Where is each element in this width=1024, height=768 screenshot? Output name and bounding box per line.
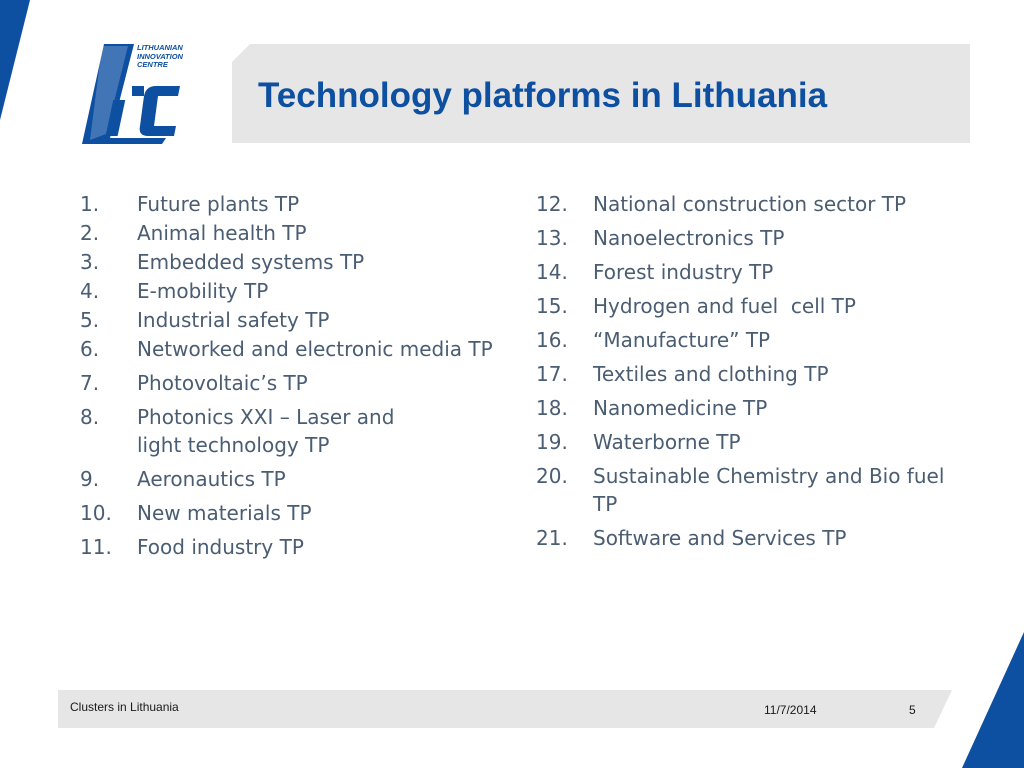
list-item-text: Photonics XXI – Laser and light technology TP <box>137 405 395 457</box>
list-item-number: 10. <box>80 501 112 525</box>
list-item-text: Hydrogen and fuel cell TP <box>593 294 856 318</box>
list-item <box>80 306 520 334</box>
footer-label: Clusters in Lithuania <box>70 700 179 714</box>
list-item-text: Industrial safety TP <box>137 308 330 332</box>
list-item <box>80 465 520 493</box>
logo-caption-line: LITHUANIAN <box>137 43 183 52</box>
list-item-number: 8. <box>80 405 100 429</box>
list-item-number: 20. <box>536 464 568 488</box>
list-item-text: Future plants TP <box>137 192 300 216</box>
list-item <box>80 219 520 247</box>
list-item-text: Nanomedicine TP <box>593 396 768 420</box>
logo-caption-line: INNOVATION <box>137 51 183 61</box>
list-item-number: 21. <box>536 526 568 550</box>
list-item-text: Textiles and clothing TP <box>593 362 829 386</box>
list-item-number: 18. <box>536 396 568 420</box>
list-item-text: “Manufacture” TP <box>593 328 771 352</box>
list-item <box>536 224 936 252</box>
right-list <box>536 190 945 552</box>
list-item-number: 1. <box>80 192 100 216</box>
list-item-number: 3. <box>80 250 100 274</box>
list-item-number: 17. <box>536 362 568 386</box>
list-item <box>536 394 936 422</box>
list-item-number: 12. <box>536 192 568 216</box>
list-item-number: 5. <box>80 308 100 332</box>
logo-i-dot <box>132 86 144 96</box>
list-item <box>536 258 936 286</box>
list-item <box>80 369 520 397</box>
list-item-number: 14. <box>536 260 568 284</box>
list-item-text: Forest industry TP <box>593 260 774 284</box>
left-list <box>80 190 520 561</box>
list-item-text: Waterborne TP <box>593 430 741 454</box>
list-item-number: 13. <box>536 226 568 250</box>
slide-title: Technology platforms in Lithuania <box>258 76 828 115</box>
footer-date: 11/7/2014 <box>764 703 817 717</box>
list-item <box>536 190 936 218</box>
list-item-number: 6. <box>80 337 100 361</box>
list-item-number: 19. <box>536 430 568 454</box>
page-number: 5 <box>909 703 916 717</box>
list-item-text: Nanoelectronics TP <box>593 226 785 250</box>
list-item-text: Photovoltaic’s TP <box>137 371 308 395</box>
list-item-number: 4. <box>80 279 100 303</box>
list-item-text: National construction sector TP <box>593 192 907 216</box>
list-item-text: Software and Services TP <box>593 526 847 550</box>
list-item-text: Aeronautics TP <box>137 467 286 491</box>
logo-caption <box>137 44 183 70</box>
top-left-blue-stripe <box>0 0 30 120</box>
list-item <box>536 428 936 456</box>
list-item <box>80 248 520 276</box>
list-item-text: Animal health TP <box>137 221 307 245</box>
list-item-number: 16. <box>536 328 568 352</box>
list-item-text: Embedded systems TP <box>137 250 365 274</box>
list-item-text: E-mobility TP <box>137 279 269 303</box>
list-item <box>80 277 520 305</box>
list-item-text: Sustainable Chemistry and Bio fuel TP <box>593 464 945 516</box>
bottom-right-blue-stripe <box>962 632 1024 768</box>
list-item-number: 7. <box>80 371 100 395</box>
list-item-number: 9. <box>80 467 100 491</box>
list-item-number: 11. <box>80 535 112 559</box>
list-item <box>536 524 936 552</box>
list-item <box>536 360 936 388</box>
list-item-text: New materials TP <box>137 501 312 525</box>
list-item-text: Networked and electronic media TP <box>137 337 493 361</box>
list-item <box>80 403 437 459</box>
list-item-text: Food industry TP <box>137 535 304 559</box>
list-item <box>80 499 520 527</box>
list-item <box>80 335 520 363</box>
list-item <box>536 326 936 354</box>
list-item-number: 2. <box>80 221 100 245</box>
logo-c <box>140 86 180 136</box>
list-item <box>80 533 520 561</box>
list-item <box>536 292 936 320</box>
footer-band <box>58 690 952 728</box>
list-item <box>536 462 973 518</box>
list-item-number: 15. <box>536 294 568 318</box>
logo-caption-line: CENTRE <box>137 60 168 69</box>
list-item <box>80 190 520 218</box>
